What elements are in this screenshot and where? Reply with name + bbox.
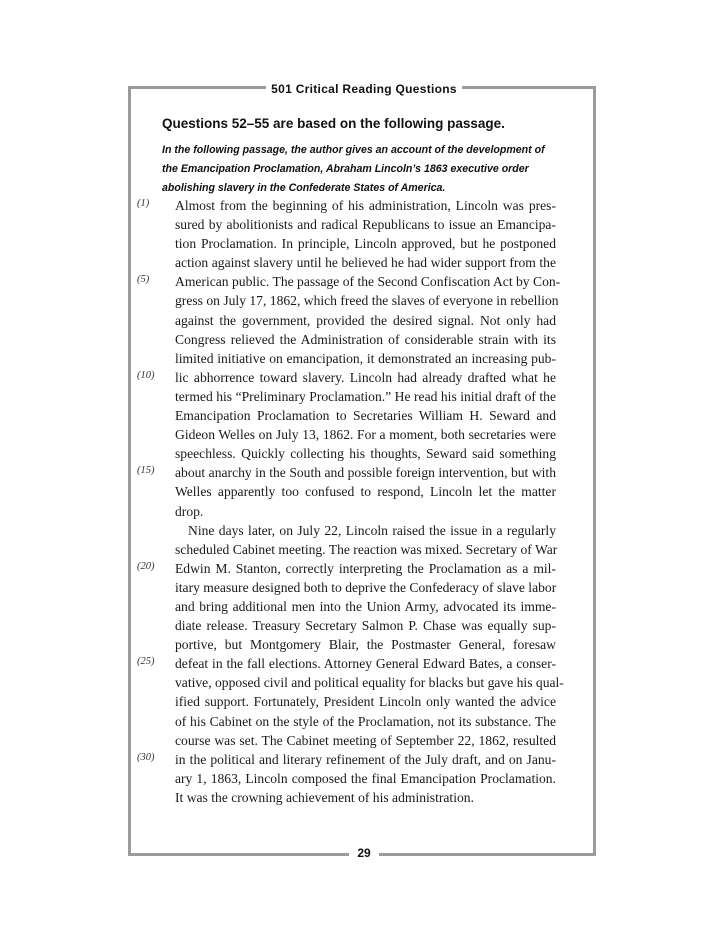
line-text: in the political and literary refinement of the July draft, and on Janu-: [175, 751, 556, 767]
passage-line: [0, 731, 728, 750]
line-text: Gideon Welles on July 13, 1862. For a moment, both secretaries were: [175, 427, 556, 443]
passage-line: [0, 616, 728, 635]
line-text: lic abhorrence toward slavery. Lincoln had already drafted what he: [175, 369, 556, 385]
passage-body: [0, 196, 728, 807]
line-text: It was the crowning achievement of his administration.: [175, 789, 474, 805]
line-text: Congress relieved the Administration of considerable strain with its: [175, 331, 556, 347]
passage-line: [0, 712, 728, 731]
intro-line: abolishing slavery in the Confederate States of America.: [162, 182, 446, 194]
line-text: ified support. Fortunately, President Lincoln only wanted the advice: [175, 694, 556, 710]
page-footer: [0, 844, 728, 862]
line-text: course was set. The Cabinet meeting of September 22, 1862, resulted: [175, 732, 556, 748]
line-number: (10): [137, 369, 155, 381]
passage-line: [0, 196, 728, 215]
line-text: vative, opposed civil and political equality for blacks but gave his qual-: [175, 675, 564, 691]
running-title: 501 Critical Reading Questions: [266, 82, 462, 96]
line-text: sured by abolitionists and radical Republicans to issue an Emancipa-: [175, 217, 556, 233]
passage-line: [0, 463, 728, 482]
passage-line: [0, 673, 728, 692]
line-number: (25): [137, 656, 155, 668]
line-text: gress on July 17, 1862, which freed the slaves of everyone in rebellion: [175, 293, 559, 309]
line-text: Emancipation Proclamation to Secretaries William H. Seward and: [175, 408, 556, 424]
line-text: against the government, provided the desired signal. Not only had: [175, 312, 556, 328]
passage-line: [0, 769, 728, 788]
intro-line: In the following passage, the author gives an account of the development of: [162, 144, 545, 156]
passage-intro: [162, 141, 572, 198]
line-number: (15): [137, 465, 155, 477]
passage-line: [0, 444, 728, 463]
line-text: Edwin M. Stanton, correctly interpreting the Proclamation as a mil-: [175, 560, 556, 576]
question-heading: Questions 52–55 are based on the following passage.: [162, 116, 505, 131]
passage-line: [0, 578, 728, 597]
passage-line: [0, 349, 728, 368]
page-number: 29: [349, 846, 378, 860]
line-text: portive, but Montgomery Blair, the Postmaster General, foresaw: [175, 637, 556, 653]
passage-line: [0, 521, 728, 540]
passage-line: [0, 406, 728, 425]
line-number: (5): [137, 274, 150, 286]
line-text: scheduled Cabinet meeting. The reaction was mixed. Secretary of War: [175, 541, 558, 557]
passage-line: [0, 540, 728, 559]
line-number: (1): [137, 198, 150, 209]
passage-line: [0, 654, 728, 673]
passage-line: [0, 215, 728, 234]
line-text: speechless. Quickly collecting his thoughts, Seward said something: [175, 446, 556, 462]
passage-line: [0, 482, 728, 501]
passage-line: [0, 502, 728, 521]
running-head: [0, 80, 728, 98]
line-text: about anarchy in the South and possible foreign intervention, but with: [175, 465, 556, 481]
passage-line: [0, 692, 728, 711]
line-text: drop.: [175, 503, 204, 519]
intro-line: the Emancipation Proclamation, Abraham Lincoln’s 1863 executive order: [162, 163, 529, 175]
line-text: Almost from the beginning of his administration, Lincoln was pres-: [175, 198, 556, 213]
passage-line: [0, 253, 728, 272]
line-text: Nine days later, on July 22, Lincoln raised the issue in a regularly: [188, 522, 556, 538]
line-text: of his Cabinet on the style of the Proclamation, not its substance. The: [175, 713, 556, 729]
line-text: Welles apparently too confused to respond, Lincoln let the matter: [175, 484, 556, 500]
passage-line: [0, 750, 728, 769]
line-text: diate release. Treasury Secretary Salmon P. Chase was equally sup-: [175, 618, 556, 634]
passage-line: [0, 425, 728, 444]
line-number: (20): [137, 560, 155, 572]
passage-line: [0, 291, 728, 310]
passage-line: [0, 368, 728, 387]
line-number: (30): [137, 751, 155, 763]
line-text: American public. The passage of the Second Confiscation Act by Con-: [175, 274, 561, 290]
passage-line: [0, 559, 728, 578]
line-text: and bring additional men into the Union Army, advocated its imme-: [175, 598, 556, 614]
passage-line: [0, 387, 728, 406]
line-text: ary 1, 1863, Lincoln composed the final Emancipation Proclamation.: [175, 770, 556, 786]
passage-line: [0, 272, 728, 291]
line-text: itary measure designed both to deprive the Confederacy of slave labor: [175, 579, 557, 595]
line-text: limited initiative on emancipation, it demonstrated an increasing pub-: [175, 350, 556, 366]
line-text: tion Proclamation. In principle, Lincoln approved, but he postponed: [175, 236, 556, 252]
line-text: action against slavery until he believed he had wider support from the: [175, 255, 556, 271]
passage-line: [0, 635, 728, 654]
line-text: defeat in the fall elections. Attorney General Edward Bates, a conser-: [175, 656, 556, 672]
passage-line: [0, 234, 728, 253]
passage-line: [0, 330, 728, 349]
line-text: termed his “Preliminary Proclamation.” He read his initial draft of the: [175, 388, 556, 404]
passage-line: [0, 311, 728, 330]
passage-line: [0, 788, 728, 807]
passage-line: [0, 597, 728, 616]
